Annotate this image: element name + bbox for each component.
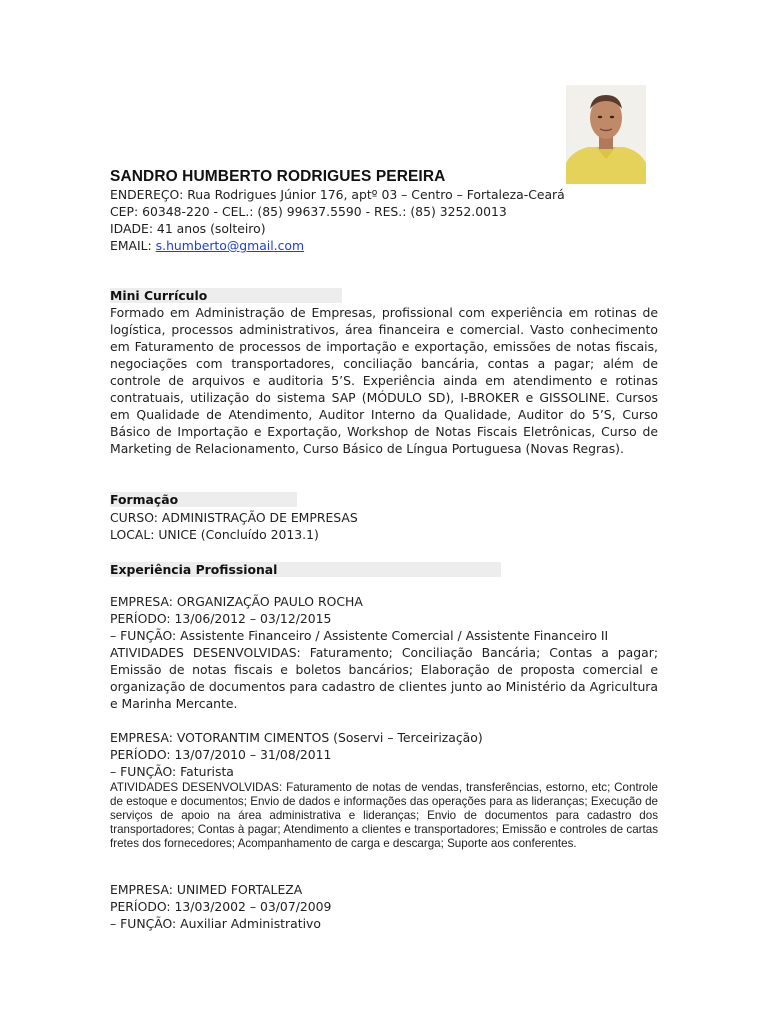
experience-section-title: Experiência Profissional [110,562,501,577]
job-company: EMPRESA: UNIMED FORTALEZA [110,882,303,897]
phones-line: CEP: 60348-220 - CEL.: (85) 99637.5590 - RES.: (85) 3252.0013 [110,204,507,219]
job-activities: ATIVIDADES DESENVOLVIDAS: Faturamento de notas de vendas, transferências, estorno, etc; Controle de estoque e documentos; Envio de dados e informações das operações para as lideranças; Execução de serviços de apoio na área administrativa e lideranças; Envio de documentos para cadastro dos transportadores; Contas à pagar; Atendimento a clientes e transportadores; Emissão e controles de cartas fretes dos fornecedores; Acompanhamento de carga e descarga; Suporte aos conferentes. [110,781,658,850]
job-company: EMPRESA: ORGANIZAÇÃO PAULO ROCHA [110,594,363,609]
address-line: ENDEREÇO: Rua Rodrigues Júnior 176, aptº 03 – Centro – Fortaleza-Ceará [110,187,565,202]
job-company: EMPRESA: VOTORANTIM CIMENTOS (Soservi – Terceirização) [110,730,483,745]
job-period: PERÍODO: 13/03/2002 – 03/07/2009 [110,899,332,914]
education-section-title: Formação [110,492,297,507]
email-label: EMAIL: [110,238,156,253]
job-role: – FUNÇÃO: Assistente Financeiro / Assistente Comercial / Assistente Financeiro II [110,628,609,643]
job-role: – FUNÇÃO: Faturista [110,764,234,779]
age-line: IDADE: 41 anos (solteiro) [110,221,266,236]
person-photo-icon [566,85,646,184]
job-period: PERÍODO: 13/06/2012 – 03/12/2015 [110,611,332,626]
summary-paragraph: Formado em Administração de Empresas, profissional com experiência em rotinas de logística, processos administrativos, área financeira e comercial. Vasto conhecimento em Faturamento de processos de importação e exportação, emissões de notas fiscais, negociações com transportadores, conciliação bancária, contas a pagar; além de controle de arquivos e auditoria 5’S. Experiência ainda em atendimento e rotinas contratuais, utilização do sistema SAP (MÓDULO SD), I-BROKER e GISSOLINE. Cursos em Qualidade de Atendimento, Auditor Interno da Qualidade, Auditor do 5’S, Curso Básico de Importação e Exportação, Workshop de Notas Fiscais Eletrônicas, Curso de Marketing de Relacionamento, Curso Básico de Língua Portuguesa (Novas Regras). [110,305,658,456]
email-link[interactable]: s.humberto@gmail.com [155,238,305,253]
email-line [110,237,304,254]
job-period: PERÍODO: 13/07/2010 – 31/08/2011 [110,747,332,762]
profile-photo [566,85,646,184]
summary-section-title: Mini Currículo [110,288,342,303]
job-activities: ATIVIDADES DESENVOLVIDAS: Faturamento; Conciliação Bancária; Contas a pagar; Emissão de notas fiscais e boletos bancários; Elaboração de proposta comercial e organização de documentos para cadastro de clientes junto ao Ministério da Agricultura e Marinha Mercante. [110,645,658,711]
candidate-name: SANDRO HUMBERTO RODRIGUES PEREIRA [110,168,446,185]
education-place: LOCAL: UNICE (Concluído 2013.1) [110,527,319,542]
job-role: – FUNÇÃO: Auxiliar Administrativo [110,916,321,931]
education-course: CURSO: ADMINISTRAÇÃO DE EMPRESAS [110,510,358,525]
